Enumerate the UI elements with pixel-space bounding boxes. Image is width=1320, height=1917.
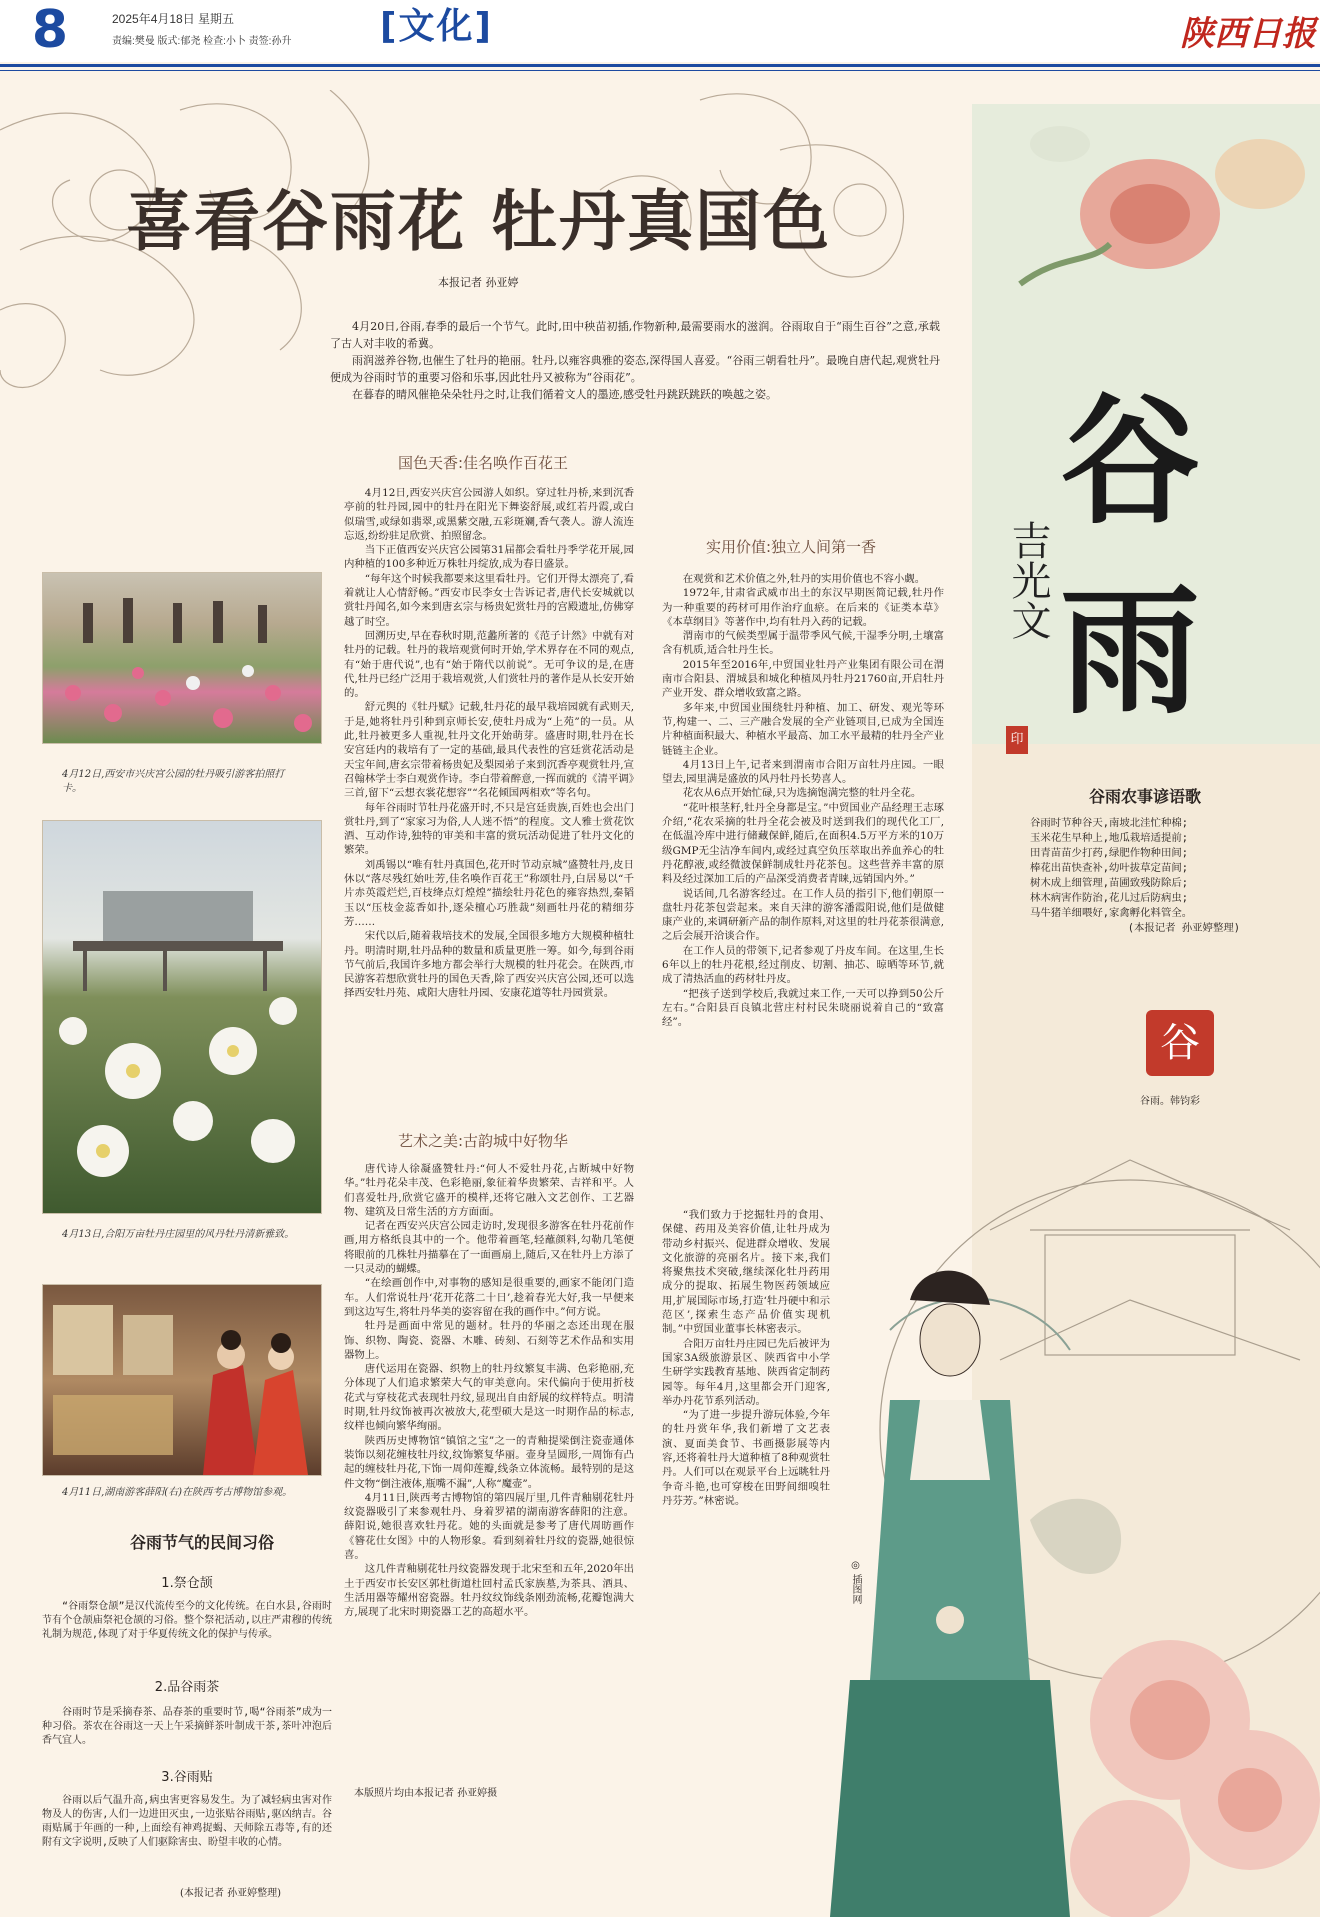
- paragraph: “把孩子送到学校后,我就过来工作,一天可以挣到50公斤左右。”合阳县百良镇北营庄村村民朱晓丽说着自己的“致富经”。: [662, 987, 944, 1029]
- lead-paragraph: 4月20日,谷雨,春季的最后一个节气。此时,田中秧苗初插,作物新种,最需要雨水的滋润。谷雨取自于“雨生百谷”之意,承载了古人对丰收的希冀。: [330, 320, 940, 350]
- paragraph: “我们致力于挖掘牡丹的食用、保健、药用及美容价值,让牡丹成为带动乡村振兴、促进群众增收、发展文化旅游的亮丽名片。接下来,我们将聚焦技术突破,继续深化牡丹药用成分的提取、拓展生物医药领域应用,扩展国际市场,打造‘牡丹硬中和示范区’,探索生态产品价值实现机制。”中贸国业董事长林密表示。: [662, 1209, 830, 1336]
- illustration-lady-pavilion: [830, 1100, 1320, 1917]
- paragraph: 2015年至2016年,中贸国业牡丹产业集团有限公司在渭南市合阳县、渭城县和城化种植凤丹牡丹21760亩,开启牡丹产业开发、群众增收致富之路。: [662, 658, 944, 700]
- photo-museum-visitors: [42, 1284, 322, 1476]
- paragraph: 4月13日上午,记者来到渭南市合阳万亩牡丹庄园。一眼望去,园里满是盛放的风丹牡丹长势喜人。: [662, 758, 944, 786]
- photo-caption: 4月12日,西安市兴庆宫公园的牡丹吸引游客拍照打卡。: [62, 769, 285, 794]
- issue-date: 2025年4月18日 星期五: [112, 12, 235, 26]
- custom-heading: 3.谷雨贴: [161, 1770, 213, 1785]
- section-heading-3: 实用价值:独立人间第一香: [706, 538, 877, 556]
- lead-paragraph: 在暮春的晴风催艳朵朵牡丹之时,让我们循着文人的墨迹,感受牡丹跳跃跳跃的唤越之姿。: [352, 388, 777, 401]
- lead-paragraphs: [330, 318, 940, 403]
- photo-peony-garden: [42, 572, 322, 744]
- paragraph: 宋代以后,随着栽培技术的发展,全国很多地方大规模种植牡丹。明清时期,牡丹品种的数量和质量更胜一筹。如今,每到谷雨节气前后,我国许多地方都会举行大规模的牡丹花会。在陕西,市民游客若想欣赏牡丹的国色天香,除了西安兴庆宫公园,还可以选择西安牡丹苑、咸阳大唐牡丹园、安康花道等牡丹园赏景。: [344, 930, 634, 1000]
- section-2-body: [344, 1162, 634, 1620]
- paragraph: 说话间,几名游客经过。在工作人员的指引下,他们朝原一盘牡丹花茶包尝起来。来自天津的游客潘霞阳说,他们是做健康产业的,来调研新产品的制作原料,对这里的牡丹花茶很满意,之后会展开洽谈合作。: [662, 887, 944, 943]
- photo-caption: 4月13日,合阳万亩牡丹庄园里的风丹牡丹清新雅致。: [62, 1229, 295, 1240]
- paragraph: 唐代运用在瓷器、织物上的牡丹纹繁复丰满、色彩艳丽,充分体现了人们追求繁荣大气的审美意向。宋代偏向于使用折枝花式与穿枝花式表现牡丹纹,显现出自由舒展的纹样特点。明清时期,牡丹纹饰被再次被放大,花型硕大是这一时期作品的标志,纹样也倾向繁华绚丽。: [344, 1363, 634, 1433]
- proverb-line: 林木病害作防治,花儿过后防病虫;: [1030, 892, 1188, 904]
- proverb-credit: (本报记者 孙亚婷整理): [1127, 922, 1240, 934]
- paragraph: 牡丹是画面中常见的题材。牡丹的华丽之态还出现在服饰、织物、陶瓷、瓷器、木雕、砖刻、石刻等艺术作品和实用器物上。: [344, 1320, 634, 1361]
- paragraph: 4月12日,西安兴庆宫公园游人如织。穿过牡丹桥,来到沉香亭前的牡丹园,园中的牡丹在阳光下舞姿舒展,或红若丹霞,或白似瑞雪,或绿如翡翠,或黑紫交融,五彩斑斓,香气袭人。游人流连忘返,纷纷驻足欣赏、拍照留念。: [344, 487, 634, 542]
- seal-stamp-small: 印: [1006, 726, 1028, 754]
- paragraph: 在工作人员的带领下,记者参观了丹皮车间。在这里,生长6年以上的牡丹花根,经过削皮、切割、抽芯、晾晒等环节,就成了清热活血的药材牡丹皮。: [662, 944, 944, 986]
- proverb-line: 田青苗苗少打药,绿肥作物种田间;: [1030, 847, 1188, 859]
- custom-text: [42, 1600, 332, 1642]
- photo-caption: 4月11日,湖南游客薛阳(右)在陕西考古博物馆参观。: [62, 1487, 293, 1498]
- stamp-seal: 谷: [1146, 1010, 1214, 1076]
- proverb-lines: [1030, 816, 1260, 936]
- custom-heading: 1.祭仓颉: [161, 1576, 213, 1591]
- paragraph: 合阳万亩牡丹庄园已先后被评为国家3A级旅游景区、陕西省中小学生研学实践教育基地、陕西省定制药园等。每年4月,这里都会开门迎客,举办丹花节系列活动。: [662, 1337, 830, 1407]
- peony-painting-top: [1000, 104, 1320, 304]
- paragraph: 在观赏和艺术价值之外,牡丹的实用价值也不容小觑。: [682, 573, 926, 585]
- proverb-line: 玉米花生早种上,地瓜栽培适提前;: [1030, 832, 1188, 844]
- custom-text: [42, 1706, 332, 1748]
- paragraph: 渭南市的气候类型属于温带季风气候,干湿季分明,土壤富含有机质,适合牡丹生长。: [662, 630, 944, 657]
- masthead-rule-thin: [0, 70, 1320, 71]
- paragraph: 这几件青釉剔花牡丹纹瓷器发现于北宋至和五年,2020年出土于西安市长安区郭杜街道杜回村孟氏家族墓,为茶具、酒具、生活用器等耀州窑瓷器。牡丹纹纹饰线条刚劲流畅,花瓣饱满大方,展现了北宋时期瓷器工艺的高超水平。: [344, 1563, 634, 1619]
- staff-credits: 责编:樊曼 版式:郁尧 检查:小卜 责签:孙升: [112, 36, 292, 47]
- byline: 本报记者 孙亚婷: [438, 276, 519, 289]
- paragraph: 1972年,甘肃省武威市出土的东汉早期医简记载,牡丹作为一种重要的药材可用作治疗血瘀。在后来的《证类本草》《本草纲目》等著作中,均有牡丹入药的记载。: [662, 587, 944, 628]
- proverb-title: 谷雨农事谚语歌: [1088, 787, 1201, 806]
- section-title: [文化]: [380, 6, 493, 47]
- paragraph: 刘禹锡以“唯有牡丹真国色,花开时节动京城”盛赞牡丹,皮日休以“落尽残红始吐芳,佳名唤作百花王”称颂牡丹,白居易以“千片赤英霞烂烂,百枝绛点灯煌煌”描绘牡丹花色的雍容热烈,秦韬玉以“压枝金蕊香如扑,逐朵檀心巧胜裁”刻画牡丹花的精细芬芳……: [344, 858, 634, 928]
- paragraph: “每年这个时候我都要来这里看牡丹。它们开得太漂亮了,看着就让人心情舒畅。”西安市民李女士告诉记者,唐代长安城就以赏牡丹闻名,如今来到唐玄宗与杨贵妃赏牡丹的宫殿遗址,仿佛穿越了时空。: [344, 572, 634, 628]
- custom-heading: 2.品谷雨茶: [154, 1680, 220, 1695]
- illustration-credit: ◎ 插图网: [850, 1560, 861, 1605]
- headline: 喜看谷雨花 牡丹真国色: [126, 183, 831, 260]
- paragraph: 唐代诗人徐凝盛赞牡丹:“何人不爱牡丹花,占断城中好物华。”牡丹花朵丰茂、色彩艳丽,象征着华贵繁荣、吉祥和平。人们喜爱牡丹,欣赏它盛开的模样,还将它融入文艺创作、工艺器物、建筑及日常生活的方方面面。: [344, 1163, 634, 1218]
- photo-white-peonies: [42, 820, 322, 1214]
- custom-text: [42, 1794, 332, 1850]
- paragraph: 花农从6点开始忙碌,只为选摘饱满完整的牡丹全花。: [682, 787, 922, 800]
- paragraph: “为了进一步提升游玩体验,今年的牡丹赏年华,我们新增了文艺表演、夏面美食节、书画摄影展等内容,还将着牡丹大道种植了8种观赏牡丹。人们可以在观景平台上远眺牡丹争奇斗艳,也可穿梭在田野间细嗅牡丹芬芳。”林密说。: [662, 1409, 830, 1507]
- proverb-line: 树木成上细管理,苗圃致残防除后;: [1030, 877, 1188, 889]
- section-3-body-a: [662, 572, 944, 1030]
- newspaper-logo: 陕西日报: [1180, 14, 1316, 54]
- proverb-line: 马牛猪羊细喂好,家禽孵化料管全。: [1030, 907, 1193, 919]
- proverb-line: 谷雨时节种谷天,南坡北洼忙种棉;: [1030, 817, 1188, 829]
- calligraphy-signature: 吉光文: [1005, 520, 1051, 640]
- photo-credit: 本版照片均由本报记者 孙亚婷摄: [354, 1788, 498, 1799]
- paragraph: 每年谷雨时节牡丹花盛开时,不只是宫廷贵族,百姓也会出门赏牡丹,到了“家家习为俗,人人迷不悟”的程度。文人雅士赏花饮酒、互动作诗,独特的审美和丰富的赏玩活动促进了牡丹文化的繁荣。: [344, 801, 634, 857]
- section-heading-1: 国色天香:佳名唤作百花王: [398, 454, 569, 472]
- calligraphy-gu: 谷: [1060, 380, 1201, 544]
- custom-paragraph: 谷雨以后气温升高,病虫害更容易发生。为了减轻病虫害对作物及人的伤害,人们一边进田灭虫,一边张贴谷雨贴,驱凶纳吉。谷雨贴属于年画的一种,上面绘有神鸡捉蝎、天师除五毒等,有的还附有文字说明,反映了人们驱除害虫、盼望丰收的心情。: [42, 1795, 332, 1848]
- customs-credit: (本报记者 孙亚婷整理): [180, 1888, 281, 1899]
- custom-paragraph: 谷雨时节是采摘春茶、品春茶的重要时节,喝“谷雨茶”成为一种习俗。茶农在谷雨这一天上午采摘鲜茶叶制成干茶,茶叶冲泡后香气宜人。: [42, 1707, 332, 1746]
- calligraphy-yu: 雨: [1060, 570, 1201, 734]
- section-1-body: [344, 486, 634, 1001]
- stamp-credit: 谷雨。韩钧彩: [1140, 1096, 1200, 1107]
- custom-paragraph: “谷雨祭仓颉”是汉代流传至今的文化传统。在白水县,谷雨时节有个仓颉庙祭祀仓颉的习俗。整个祭祀活动,以庄严肃穆的传统礼制为规范,体现了对于华夏传统文化的保护与传承。: [42, 1601, 332, 1640]
- page-number: 8: [31, 0, 69, 60]
- paragraph: “花叶根茎籽,牡丹全身都是宝。”中贸国业产品经理王志琢介绍,“花农采摘的牡丹全花会被及时送到我们的现代化工厂,在低温冷库中进行储藏保鲜,随后,在面积4.5万平方米的10万级GMP无尘洁净车间内,或经过真空负压萃取出养血养心的牡丹花醇液,或经微波保鲜制成牡丹花茶包。这些营养丰富的原料及经过深加工后的产品深受消费者青睐,远销国内外。”: [662, 801, 944, 886]
- paragraph: 记者在西安兴庆宫公园走访时,发现很多游客在牡丹花前作画,用方格纸良其中的一个。他带着画笔,轻蘸颜料,勾勒几笔便将眼前的几株牡丹描摹在了一面画扇上,随后,又在牡丹上方添了一只灵动的蝴蝶。: [344, 1220, 634, 1276]
- masthead-rule: [0, 64, 1320, 67]
- paragraph: 4月11日,陕西考古博物馆的第四展厅里,几件青釉剔花牡丹纹瓷器吸引了来参观牡丹、身着罗裙的湖南游客薛阳的注意。薛阳说,她很喜欢牡丹花。她的头面就是参考了唐代周昉画作《簪花仕女图》中的人物形象。看到刻着牡丹纹的瓷器,她很惊喜。: [344, 1491, 634, 1562]
- section-3-body-b: [662, 1208, 830, 1508]
- paragraph: 回溯历史,早在春秋时期,范蠡所著的《范子计然》中就有对牡丹的记载。牡丹的栽培观赏何时开始,学术界存在不同的观点,有“始于唐代说”,也有“始于隋代以前说”。无可争议的是,在唐代,牡丹已经广泛用于栽培观赏,人们赏牡丹的著作是从长安开始的。: [344, 629, 634, 700]
- paragraph: 陕西历史博物馆“镇馆之宝”之一的青釉提梁倒注瓷壶通体装饰以刻花缠枝牡丹纹,纹饰繁复华丽。壶身呈圆形,一周饰有凸起的缠枝牡丹花,下饰一周仰莲瓣,线条立体流畅。最特别的是这件文物“倒注液体,瓶嘴不漏”,人称“魔壶”。: [344, 1434, 634, 1490]
- section-heading-2: 艺术之美:古韵城中好物华: [398, 1132, 569, 1150]
- paragraph: 多年来,中贸国业围绕牡丹种植、加工、研发、观光等环节,构建一、二、三产融合发展的全产业链项目,已成为全国连片种植面积最大、种植水平最高、加工水平最精的牡丹全产业链链主企业。: [662, 701, 944, 757]
- paragraph: “在绘画创作中,对事物的感知是很重要的,画家不能闭门造车。人们常说牡丹‘花开花落二十日’,趁着春光大好,我一早便来到这边写生,将牡丹华美的姿容留在我的画作中。”何方说。: [344, 1277, 634, 1318]
- proverb-line: 棒花出苗快查补,幼叶拔草定苗间;: [1030, 862, 1188, 874]
- paragraph: 当下正值西安兴庆宫公园第31届都会看牡丹季学花开展,园内种植的100多种近万株牡丹绽放,成为春日盛景。: [344, 544, 634, 571]
- paragraph: 舒元舆的《牡丹赋》记载,牡丹花的最早栽培园就有武则天,于是,她将牡丹引种到京师长安,使牡丹成为“上苑”的一员。从此,牡丹被更多人重视,牡丹文化开始萌芽。盛唐时期,牡丹在长安宫廷内的栽培有了一定的基础,最具代表性的宫廷赏花活动是天宝年间,唐玄宗带着杨贵妃及梨园弟子来到沉香亭观赏牡丹,宣召翰林学士李白观赏作诗。李白带着醉意,一挥而就的《清平调》三首,留下“云想衣裳花想容”“名花倾国两相欢”等名句。: [344, 701, 634, 800]
- lead-paragraph: 雨润滋养谷物,也催生了牡丹的艳丽。牡丹,以雍容典雅的姿态,深得国人喜爱。“谷雨三朝看牡丹”。最晚自唐代起,观赏牡丹便成为谷雨时节的重要习俗和乐事,因此牡丹又被称为“谷雨花”。: [330, 354, 940, 384]
- customs-title: 谷雨节气的民间习俗: [129, 1533, 274, 1552]
